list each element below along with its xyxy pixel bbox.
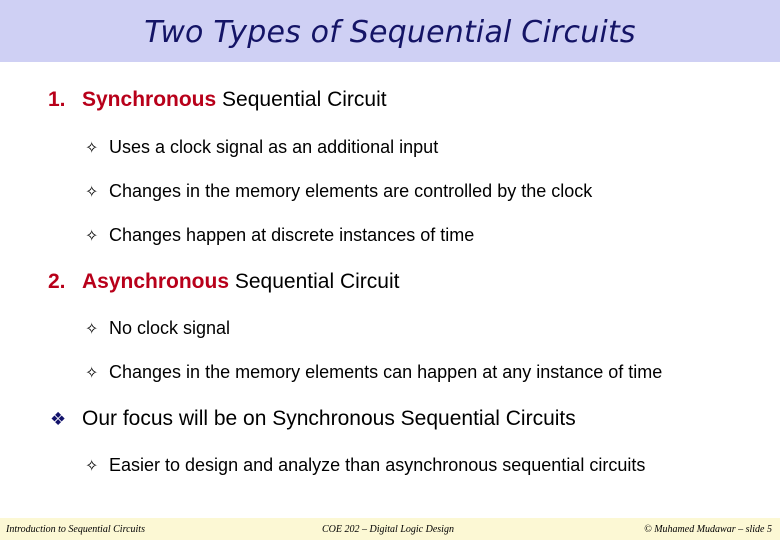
section-2-item-1-text: No clock signal [109, 318, 231, 338]
focus-item-1 [85, 455, 645, 476]
section-1-item-1 [85, 137, 438, 158]
section-2-number: 2. [48, 270, 66, 293]
section-1-rest: Sequential Circuit [216, 88, 387, 111]
slide-title: Two Types of Sequential Circuits [144, 14, 636, 50]
footer-bar [0, 518, 780, 540]
footer-course: COE 202 – Digital Logic Design [322, 524, 454, 535]
sparkle-bullet-icon: ✧ [85, 319, 99, 338]
focus-bullet [50, 407, 576, 431]
section-2-item-2-text: Changes in the memory elements can happen at any instance of time [109, 362, 663, 382]
focus-item-1-text: Easier to design and analyze than asynchronous sequential circuits [109, 455, 646, 475]
footer-slide-number: © Muhamed Mudawar – slide 5 [644, 524, 772, 535]
section-2-item-2 [85, 362, 662, 383]
sparkle-bullet-icon: ✧ [85, 138, 99, 157]
section-2-highlight: Asynchronous [82, 270, 230, 293]
section-1-heading [48, 88, 387, 112]
section-1-item-3-text: Changes happen at discrete instances of time [109, 225, 475, 245]
section-1-item-1-text: Uses a clock signal as an additional input [109, 137, 439, 157]
section-1-item-2-text: Changes in the memory elements are controlled by the clock [109, 181, 593, 201]
section-1-item-3 [85, 225, 474, 246]
sparkle-bullet-icon: ✧ [85, 182, 99, 201]
sparkle-bullet-icon: ✧ [85, 363, 99, 382]
diamond-bullet-icon: ❖ [50, 409, 67, 430]
footer-topic: Introduction to Sequential Circuits [6, 524, 145, 535]
section-2-item-1 [85, 318, 230, 339]
sparkle-bullet-icon: ✧ [85, 226, 99, 245]
section-1-item-2 [85, 181, 592, 202]
focus-text: Our focus will be on Synchronous Sequential Circuits [82, 407, 576, 430]
section-1-highlight: Synchronous [82, 88, 217, 111]
section-2-rest: Sequential Circuit [229, 270, 400, 293]
section-2-heading [48, 270, 399, 294]
sparkle-bullet-icon: ✧ [85, 456, 99, 475]
section-1-number: 1. [48, 88, 66, 111]
title-bar [0, 0, 780, 62]
